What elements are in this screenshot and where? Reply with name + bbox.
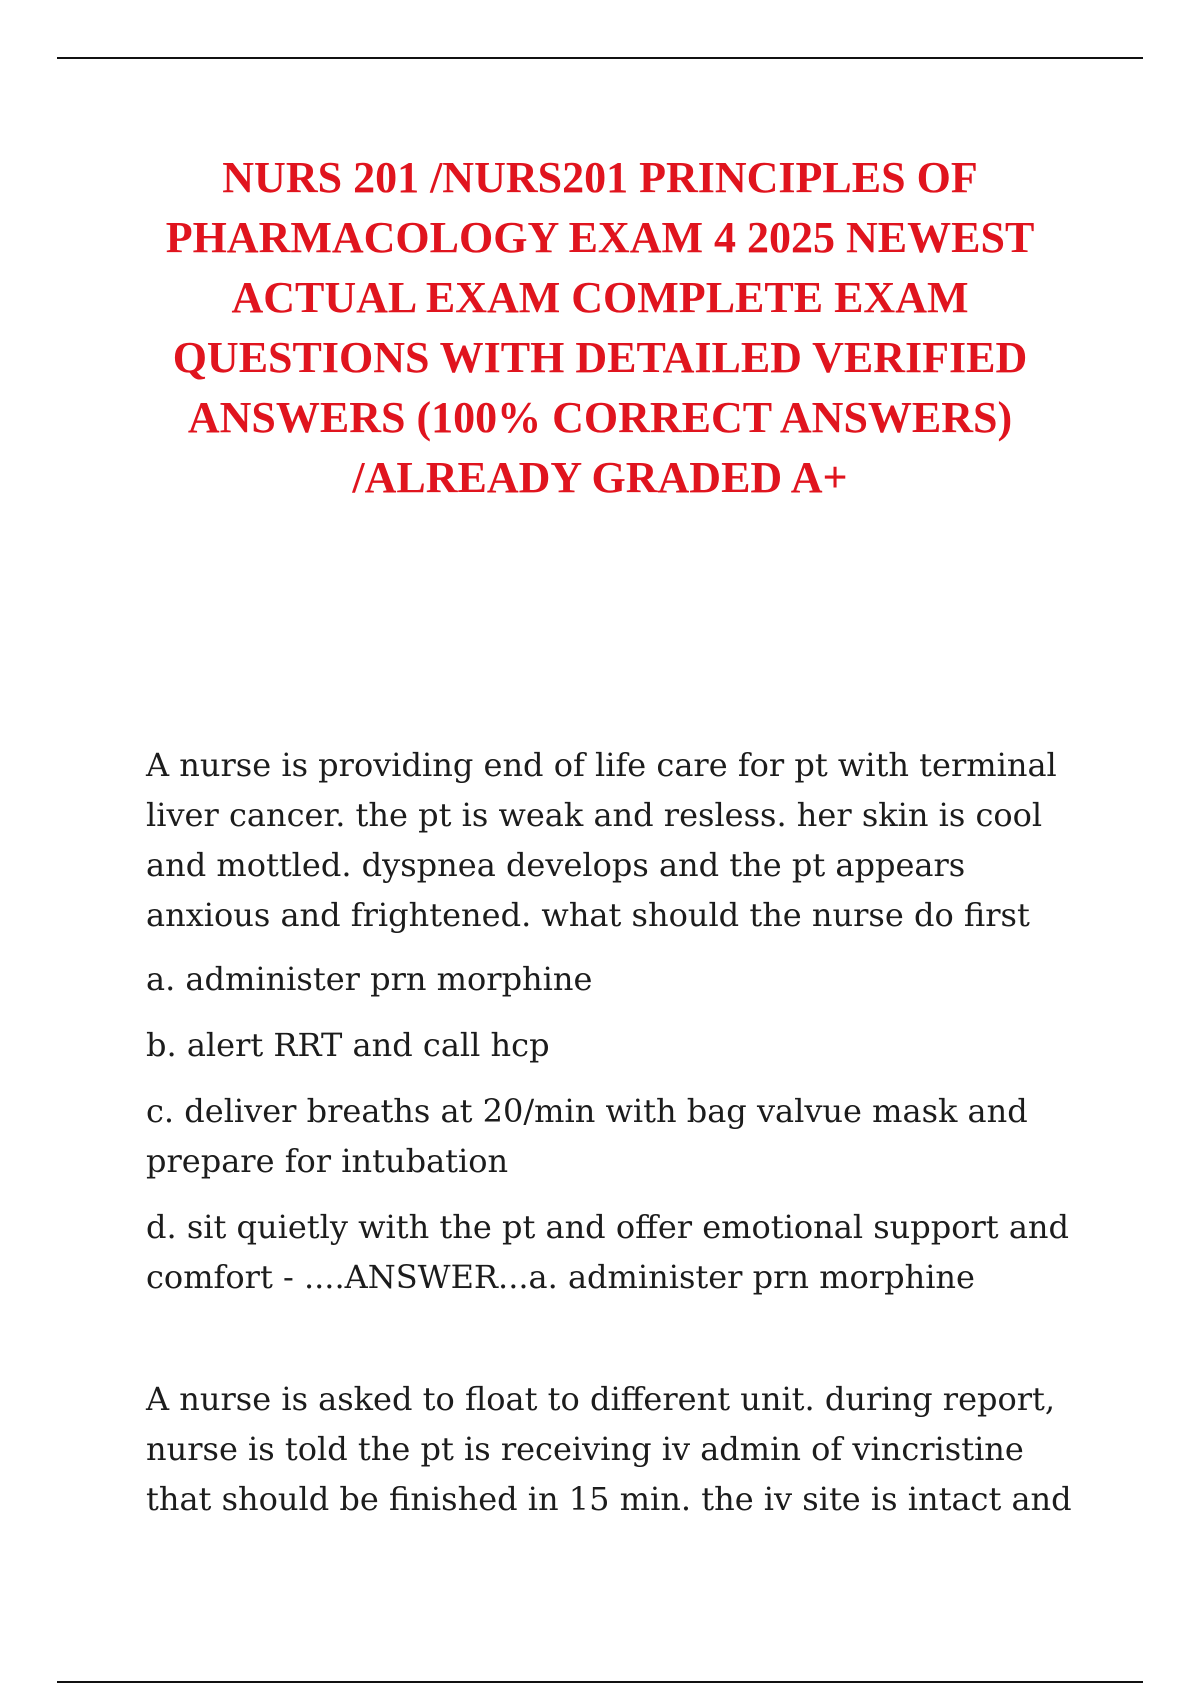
question-2 (146, 1374, 1076, 1524)
answer-option-d: d. sit quietly with the pt and offer emotional support and comfort - ....ANSWER...a. administer prn morphine (146, 1208, 1069, 1296)
answer-option-a: a. administer prn morphine (146, 960, 593, 998)
question-1 (146, 740, 1076, 1302)
document-body (146, 740, 1076, 1538)
top-rule (57, 57, 1143, 59)
question-stem: A nurse is asked to float to different unit. during report, nurse is told the pt is receiving iv admin of vincristine that should be finished in 15 min. the iv site is intact and (146, 1380, 1072, 1518)
question-stem: A nurse is providing end of life care for pt with terminal liver cancer. the pt is weak and resless. her skin is cool and mottled. dyspnea develops and the pt appears anxious and frightened. what should the nurse do first (146, 746, 1057, 934)
answer-option-c: c. deliver breaths at 20/min with bag valvue mask and prepare for intubation (146, 1092, 1028, 1180)
document-title: NURS 201 /NURS201 PRINCIPLES OF PHARMACOLOGY EXAM 4 2025 NEWEST ACTUAL EXAM COMPLETE EXAM QUESTIONS WITH DETAILED VERIFIED ANSWERS (100% CORRECT ANSWERS) /ALREADY GRADED A+ (165, 153, 1035, 502)
bottom-rule (57, 1681, 1143, 1683)
answer-option-b: b. alert RRT and call hcp (146, 1026, 550, 1064)
